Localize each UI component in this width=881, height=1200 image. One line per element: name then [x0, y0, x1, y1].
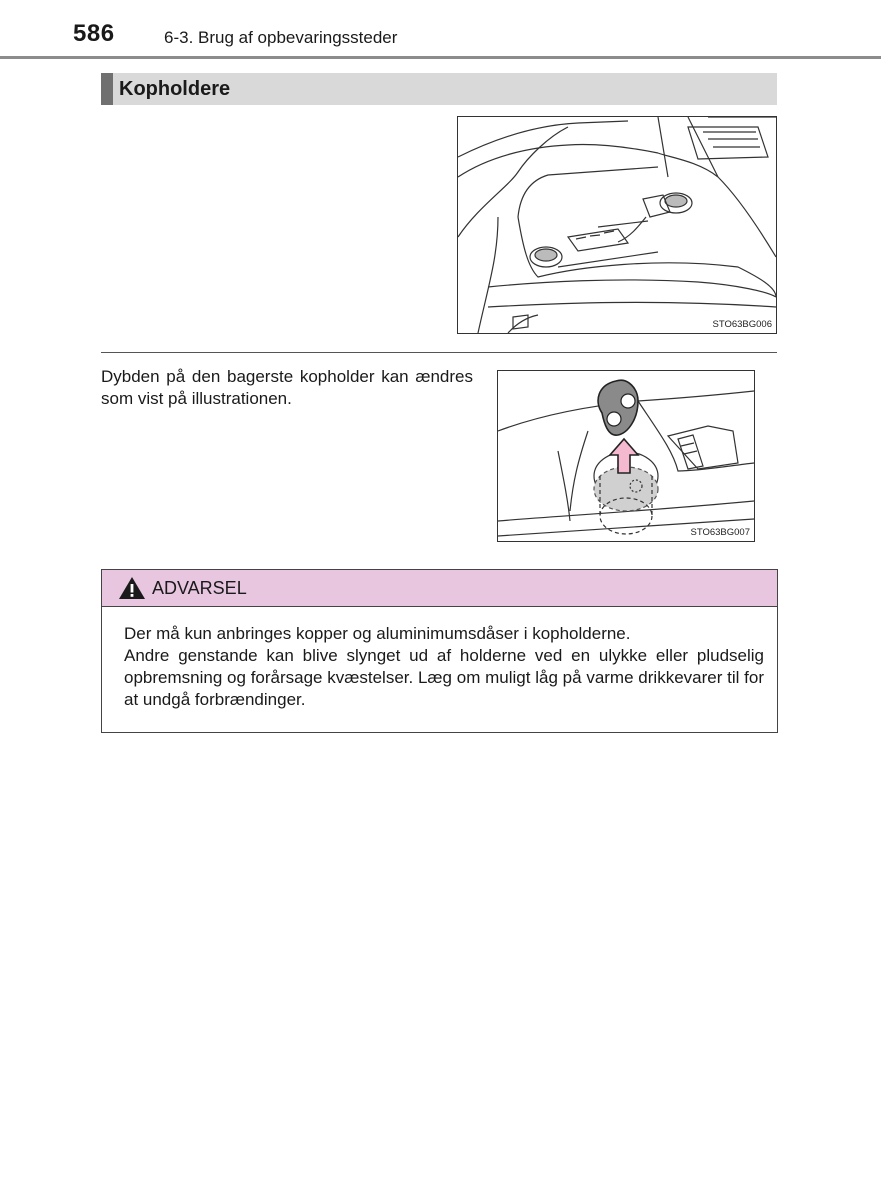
warning-label: ADVARSEL	[152, 577, 247, 598]
body-paragraph: Dybden på den bagerste kopholder kan ændres som vist på illustrationen.	[101, 367, 473, 408]
figure-code: STO63BG006	[712, 319, 772, 330]
section-heading	[101, 73, 777, 105]
section-title: Kopholdere	[119, 77, 231, 100]
warning-triangle-icon	[118, 576, 146, 600]
cup-holder-depth-adjust-illustration	[498, 371, 754, 541]
section-rule	[101, 352, 777, 353]
page-number: 586	[73, 20, 115, 47]
warning-line-1: Der må kun anbringes kopper og aluminimumsdåser i kopholderne.	[124, 624, 631, 643]
warning-header	[102, 570, 777, 607]
warning-body	[102, 607, 777, 711]
warning-line-2: Andre genstande kan blive slynget ud af holderne ved en ulykke eller pludselig opbremsning og forårsage kvæstelser. Læg om muligt låg på varme drikkevarer til for at undgå forbrændinger.	[124, 646, 764, 709]
figure-console	[457, 116, 777, 334]
figure-depth	[497, 370, 755, 542]
chapter-title: 6-3. Brug af opbevaringssteder	[164, 28, 398, 47]
figure-code: STO63BG007	[690, 527, 750, 538]
center-console-cup-holders-illustration	[458, 117, 776, 333]
header-rule	[0, 56, 881, 59]
warning-box	[101, 569, 778, 733]
